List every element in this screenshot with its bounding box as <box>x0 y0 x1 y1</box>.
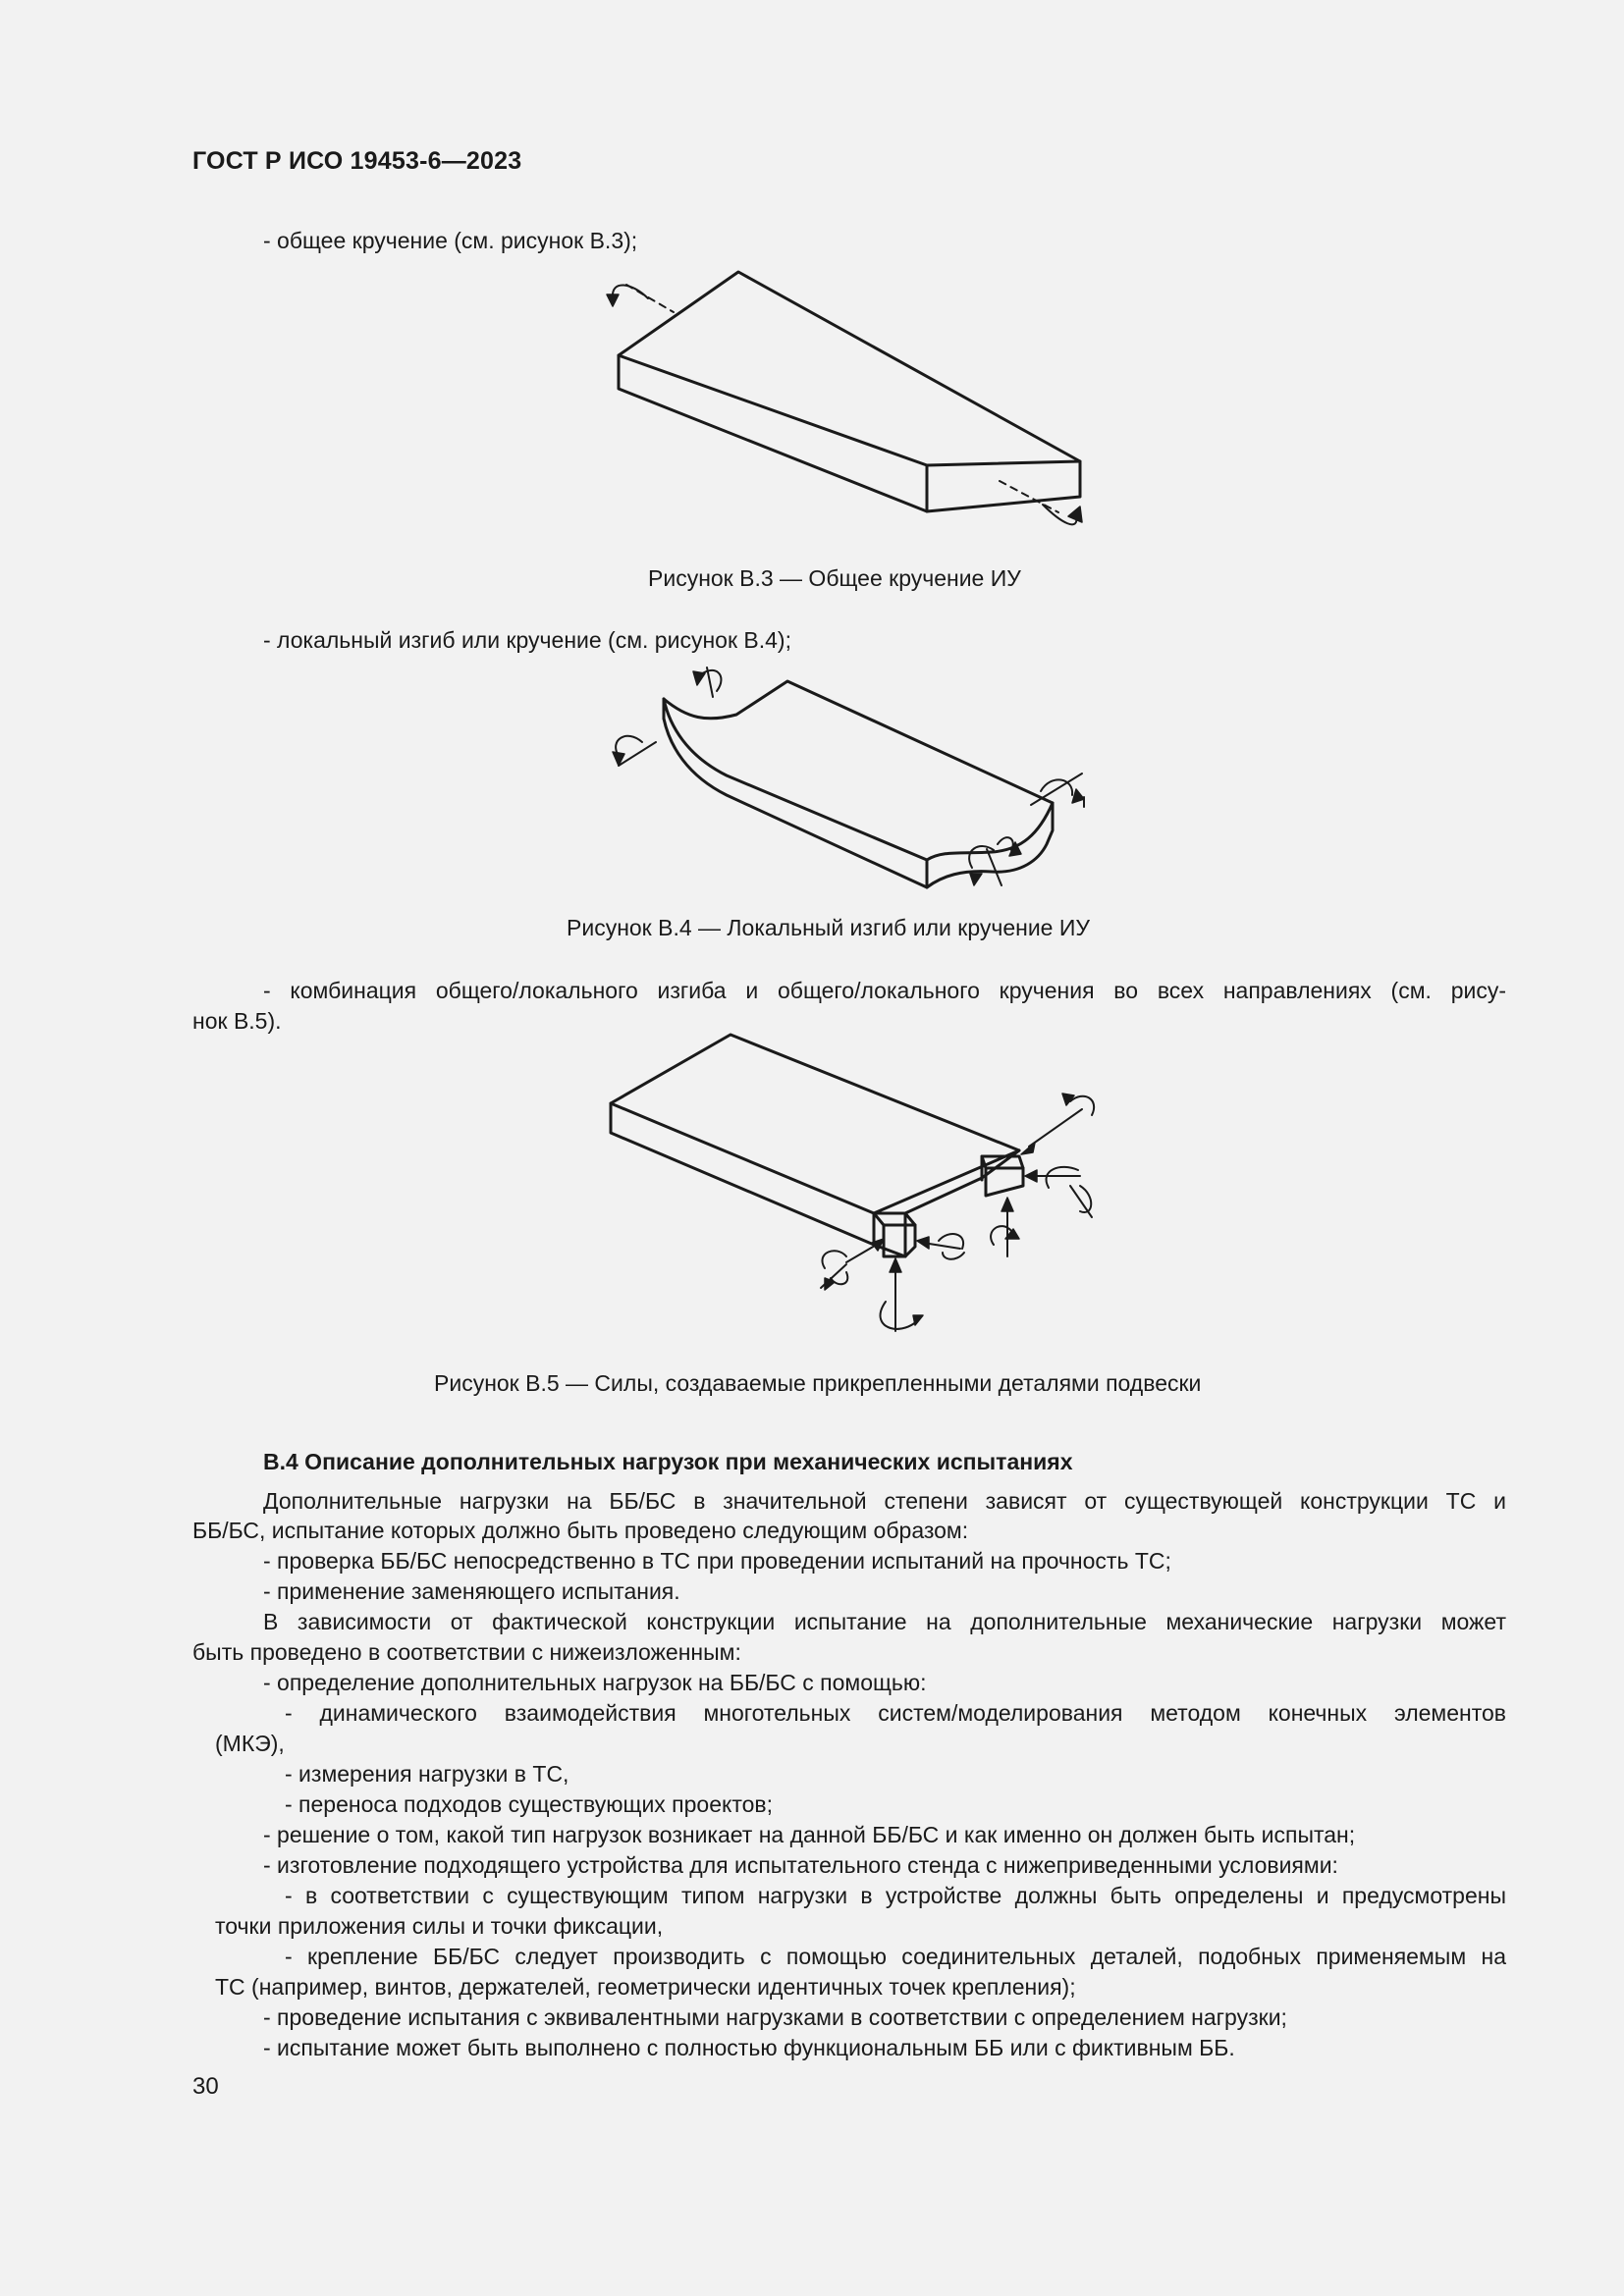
list-item: - испытание может быть выполнено с полностью функциональным ББ или с фиктивным ББ. <box>263 2035 1235 2060</box>
section-heading: B.4 Описание дополнительных нагрузок при механических испытаниях <box>263 1449 1073 1474</box>
list-item: - проведение испытания с эквивалентными нагрузками в соответствии с определением нагрузки; <box>263 2004 1287 2030</box>
sub-list-item: - переноса подходов существующих проектов; <box>285 1791 774 1817</box>
sub-list-item-cont: (МКЭ), <box>215 1731 285 1756</box>
figure-b4-local-bending <box>599 658 1110 913</box>
sub-list-item-cont: точки приложения силы и точки фиксации, <box>215 1913 664 1939</box>
figure-b3-caption: Рисунок B.3 — Общее кручение ИУ <box>648 565 1021 591</box>
bullet-combination-line1: - комбинация общего/локального изгиба и общего/локального кручения во всех направлениях (см. рису- <box>263 978 1506 1003</box>
sub-list-item: - измерения нагрузки в ТС, <box>285 1761 569 1787</box>
figure-b3-general-torsion <box>589 255 1139 560</box>
paragraph-line: ББ/БС, испытание которых должно быть проведено следующим образом: <box>192 1518 969 1543</box>
sub-list-item: - в соответствии с существующим типом нагрузки в устройстве должны быть определены и предусмотрены <box>285 1883 1506 1908</box>
list-item: - применение заменяющего испытания. <box>263 1578 680 1604</box>
figure-b4-caption: Рисунок B.4 — Локальный изгиб или кручение ИУ <box>567 915 1090 940</box>
figure-b5-suspension-forces <box>589 1021 1119 1355</box>
document-header: ГОСТ Р ИСО 19453-6—2023 <box>192 147 522 175</box>
page-number: 30 <box>192 2073 219 2100</box>
sub-list-item: - динамического взаимодействия многотельных систем/моделирования методом конечных элементов <box>285 1700 1506 1726</box>
bullet-general-torsion: - общее кручение (см. рисунок B.3); <box>263 228 638 253</box>
list-item: - определение дополнительных нагрузок на ББ/БС с помощью: <box>263 1670 927 1695</box>
list-item: - решение о том, какой тип нагрузок возникает на данной ББ/БС и как именно он должен быть испытан; <box>263 1822 1356 1847</box>
bullet-local-bending: - локальный изгиб или кручение (см. рисунок B.4); <box>263 627 791 653</box>
bullet-combination-line2: нок B.5). <box>192 1008 282 1034</box>
list-item: - проверка ББ/БС непосредственно в ТС при проведении испытаний на прочность ТС; <box>263 1548 1171 1574</box>
sub-list-item-cont: ТС (например, винтов, держателей, геометрически идентичных точек крепления); <box>215 1974 1076 2000</box>
paragraph-line: В зависимости от фактической конструкции испытание на дополнительные механические нагрузки может <box>263 1609 1506 1634</box>
paragraph-line: Дополнительные нагрузки на ББ/БС в значительной степени зависят от существующей конструкции ТС и <box>263 1488 1506 1514</box>
list-item: - изготовление подходящего устройства для испытательного стенда с нижеприведенными условиями: <box>263 1852 1338 1878</box>
figure-b5-caption: Рисунок B.5 — Силы, создаваемые прикрепленными деталями подвески <box>434 1370 1202 1396</box>
paragraph-line: быть проведено в соответствии с нижеизложенным: <box>192 1639 741 1665</box>
sub-list-item: - крепление ББ/БС следует производить с помощью соединительных деталей, подобных применяемым на <box>285 1944 1506 1969</box>
